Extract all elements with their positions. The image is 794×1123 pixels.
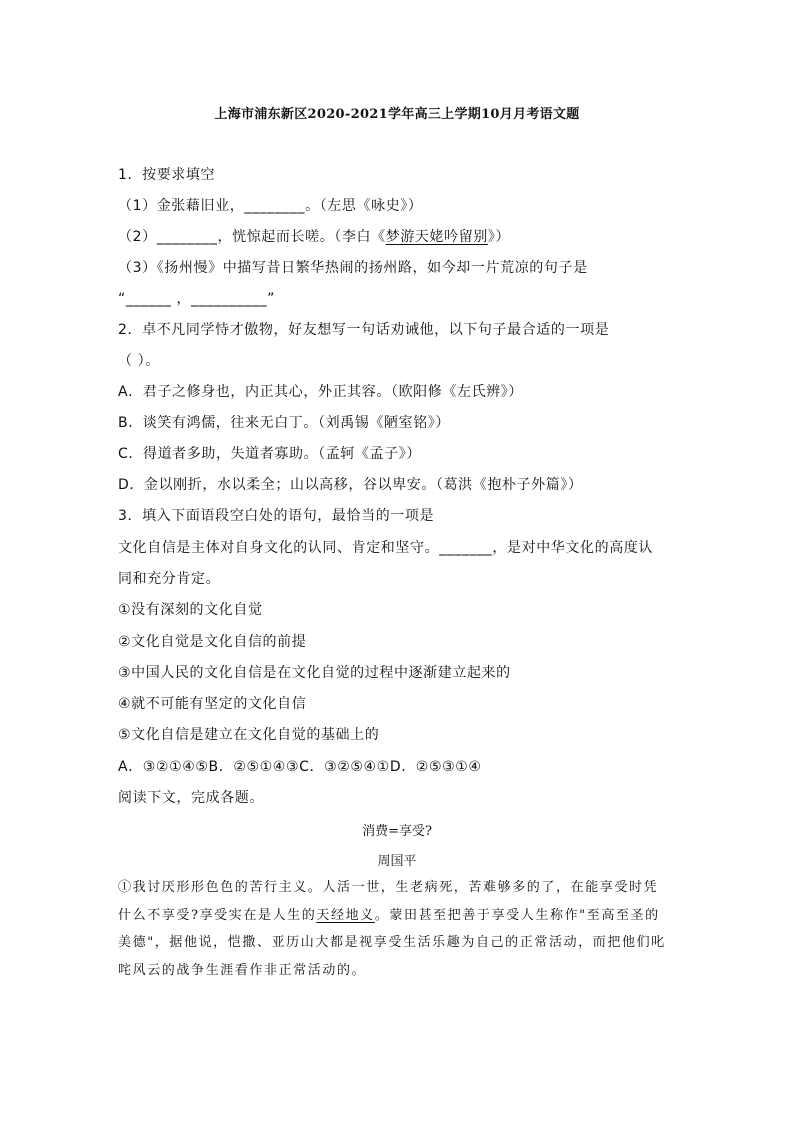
question-3-text-line-1: 文化自信是主体对自身文化的认同、肯定和坚守。_______，是对中华文化的高度认 [118,540,653,556]
article-title: 消费=享受? [362,824,432,839]
document-title: 上海市浦东新区2020-2021学年高三上学期10月月考语文题 [214,107,580,122]
question-2-answer-paren: （ ）。 [118,353,160,369]
question-1-item-2 [118,228,510,246]
question-3-sentence-4: ④就不可能有坚定的文化自信 [118,696,307,712]
question-2-option-b: B．谈笑有鸿儒，往来无白丁。（刘禹锡《陋室铭》） [118,415,451,431]
question-3-text-line-2: 同和充分肯定。 [118,571,221,587]
article-paragraph-1 [118,874,678,984]
question-1-item-2-text-a: （2）________，恍惊起而长嗟。（李白《 [118,229,386,245]
question-3-sentence-5: ⑤文化自信是建立在文化自觉的基础上的 [118,727,380,743]
question-1-item-1: （1）金张藉旧业，________。（左思《咏史》） [118,198,423,214]
underlined-phrase: 天经地义 [316,907,375,923]
paragraph-line [118,902,678,930]
question-1-item-2-text-b: 》） [487,229,511,245]
question-1-item-3-blanks: “______ ，__________” [118,291,275,307]
question-1-heading: 1．按要求填空 [118,167,216,183]
question-1-item-3: （3）《扬州慢》中描写昔日繁华热闹的扬州路，如今却一片荒凉的句子是 [118,260,588,276]
question-3-heading: 3．填入下面语段空白处的语句，最恰当的一项是 [118,508,435,524]
paragraph-line: 咤风云的战争生涯看作非正常活动的。 [118,962,367,978]
question-3-sentence-1: ①没有深刻的文化自觉 [118,602,263,618]
paragraph-text: 什么不享受?享受实在是人生的 [118,907,317,923]
question-3-sentence-3: ③中国人民的文化自信是在文化自觉的过程中逐渐建立起来的 [118,665,511,681]
question-2-option-d: D．金以刚折，水以柔全；山以高移，谷以卑安。（葛洪《抱朴子外篇》） [118,477,583,493]
question-1-item-2-underlined-title: 梦游天姥吟留别 [385,229,488,245]
question-3-answer-options: A．③②①④⑤B．②⑤①④③C．③②⑤④①D．②⑤③①④ [118,759,482,775]
paragraph-line: ①我讨厌形形色色的苦行主义。人活一世，生老病死，苦难够多的了，在能享受时凭 [118,880,659,895]
article-author: 周国平 [377,854,417,869]
paragraph-text: 。蒙田甚至把善于享受人生称作"至高至圣的 [374,907,660,923]
question-2-heading: 2．卓不凡同学恃才傲物，好友想写一句话劝诫他，以下句子最合适的一项是 [118,322,610,338]
question-2-option-c: C．得道者多助，失道者寡助。（孟轲《孟子》） [118,446,421,462]
question-2-option-a: A．君子之修身也，内正其心，外正其容。（欧阳修《左氏辨》） [118,384,523,400]
question-3-sentence-2: ②文化自觉是文化自信的前提 [118,634,307,650]
reading-intro: 阅读下文，完成各题。 [118,790,264,806]
paragraph-line: 美德"，据他说，恺撒、亚历山大都是视享受生活乐趣为自己的正常活动，而把他们叱 [118,935,666,950]
